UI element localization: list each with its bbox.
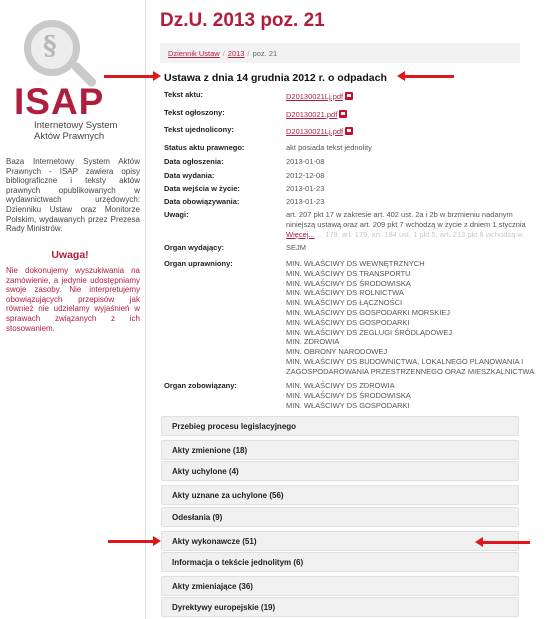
panel-informacja-o-tekscie[interactable]: Informacja o tekście jednolitym (6) <box>161 552 519 572</box>
list-item: MIN. WŁAŚCIWY DS GOSPODARKI <box>286 317 410 327</box>
logo-subtitle <box>34 120 117 142</box>
link-tekst-aktu-pdf[interactable]: D20130021Lj.pdf <box>286 92 344 101</box>
list-item: MIN. OBRONY NARODOWEJ <box>286 347 388 357</box>
warning-text: Nie dokonujemy wyszukiwania na zamówienie, a jedynie udostępniamy swoje zasoby. Nie interpretujemy obowiązujących przepisów jak również nie udzielamy wyjaśnień w sprawach związanych z ich stosowaniem. <box>6 266 140 333</box>
list-item: MIN. WŁAŚCIWY DS TRANSPORTU <box>286 268 411 278</box>
uwagi-faded-text: ... 179, art. 179, art. 184 ust. 1 pkt 5, art. 213 pkt 8 wchodzą w <box>316 229 523 239</box>
pdf-icon[interactable] <box>339 110 347 118</box>
breadcrumb-separator: / <box>222 49 225 58</box>
label-organ-wydajacy: Organ wydający: <box>164 243 225 252</box>
annotation-arrow-right <box>104 75 154 78</box>
logo-subtitle-line1: Internetowy System <box>34 120 118 131</box>
panel-dyrektywy-europejskie[interactable]: Dyrektywy europejskie (19) <box>161 597 519 617</box>
uwagi-line: niniejszą ustawą oraz art. 209 pkt 7 wchodzą w życie z dniem 1 stycznia <box>286 219 526 229</box>
panel-akty-zmieniajace[interactable]: Akty zmieniające (36) <box>161 576 519 596</box>
annotation-arrow-left <box>482 541 530 544</box>
logo-subtitle-line2: Aktów Prawnych <box>34 131 105 142</box>
list-item: ZAGOSPODAROWANIA PRZESTRZENNEGO ORAZ MIESZKALNICTWA <box>286 366 535 376</box>
label-data-ogloszenia: Data ogłoszenia: <box>164 157 224 166</box>
label-data-wydania: Data wydania: <box>164 171 215 180</box>
list-item: MIN. WŁAŚCIWY DS ŚRODOWISKA <box>286 390 411 400</box>
panel-akty-wykonawcze[interactable]: Akty wykonawcze (51) <box>161 531 519 551</box>
list-organ-zobowiazany <box>286 381 556 410</box>
label-tekst-aktu: Tekst aktu: <box>164 90 204 99</box>
value-tekst-ujednolicony <box>286 127 556 137</box>
list-item: MIN. WŁAŚCIWY DS GOSPODARKI <box>286 400 410 410</box>
label-status: Status aktu prawnego: <box>164 143 245 152</box>
pdf-icon[interactable] <box>345 127 353 135</box>
list-item: MIN. WŁAŚCIWY DS GOSPODARKI MORSKIEJ <box>286 307 451 317</box>
label-data-obowiazywania: Data obowiązywania: <box>164 197 240 206</box>
section-sign-icon: § <box>43 31 57 61</box>
logo-brand: ISAP <box>14 81 105 122</box>
list-item: MIN. WŁAŚCIWY DS ŁĄCZNOŚCI <box>286 298 403 308</box>
sidebar-description: Baza Internetowy System Aktów Prawnych - ISAP zawiera opisy bibliograficzne i teksty aktów prawnych opublikowanych w wydawnictwach urzędowych: Dzienniku Ustaw oraz Monitorze Polskim, wydawanych przez Prezesa Rady Ministrów. <box>6 157 140 234</box>
list-item: MIN. WŁAŚCIWY DS BUDOWNICTWA, LOKALNEGO PLANOWANIA I <box>286 356 524 366</box>
label-organ-uprawniony: Organ uprawniony: <box>164 259 233 268</box>
warning-title: Uwaga! <box>51 249 89 261</box>
uwagi-line: art. 207 pkt 17 w zakresie art. 402 ust. 2a i 2b w brzmieniu nadanym <box>286 210 513 219</box>
breadcrumb-dziennik-ustaw[interactable]: Dziennik Ustaw <box>168 49 220 58</box>
value-data-obowiazywania: 2013-01-23 <box>286 197 325 206</box>
list-item: MIN. WŁAŚCIWY DS WEWNĘTRZNYCH <box>286 259 425 268</box>
value-status: akt posiada tekst jednolity <box>286 143 372 152</box>
panel-akty-zmienione[interactable]: Akty zmienione (18) <box>161 440 519 460</box>
main-content <box>160 0 557 619</box>
breadcrumb-year[interactable]: 2013 <box>227 49 245 58</box>
value-organ-wydajacy: SEJM <box>286 243 307 252</box>
panel-akty-uznane-za-uchylone[interactable]: Akty uznane za uchylone (56) <box>161 485 519 505</box>
value-data-ogloszenia: 2013-01-08 <box>286 157 325 166</box>
value-uwagi <box>286 210 556 239</box>
document-title: Ustawa z dnia 14 grudnia 2012 r. o odpadach <box>164 72 387 84</box>
list-item: MIN. WŁAŚCIWY DS ZDROWIA <box>286 381 395 390</box>
panel-odeslania[interactable]: Odesłania (9) <box>161 507 519 527</box>
list-organ-uprawniony <box>286 259 556 377</box>
link-tekst-ogloszony-pdf[interactable]: D20130021.pdf <box>286 110 338 119</box>
value-data-wejscia: 2013-01-23 <box>286 184 325 193</box>
label-tekst-ogloszony: Tekst ogłoszony: <box>164 108 225 117</box>
list-item: MIN. WŁAŚCIWY DS ROLNICTWA <box>286 288 404 298</box>
breadcrumb <box>160 43 520 63</box>
label-organ-zobowiazany: Organ zobowiązany: <box>164 381 237 390</box>
uwagi-line <box>286 230 556 240</box>
label-tekst-ujednolicony: Tekst ujednolicony: <box>164 125 234 134</box>
breadcrumb-current: poz. 21 <box>252 49 278 58</box>
panel-akty-uchylone[interactable]: Akty uchylone (4) <box>161 461 519 481</box>
annotation-arrow-right <box>108 540 154 543</box>
annotation-arrow-left <box>404 75 454 78</box>
value-tekst-ogloszony <box>286 110 556 120</box>
list-item: MIN. WŁAŚCIWY DS ŻEGLUGI ŚRÓDLĄDOWEJ <box>286 327 453 337</box>
page-title: Dz.U. 2013 poz. 21 <box>160 10 325 31</box>
isap-logo[interactable] <box>14 18 126 142</box>
list-item: MIN. WŁAŚCIWY DS ŚRODOWISKA <box>286 278 411 288</box>
label-data-wejscia: Data wejścia w życie: <box>164 184 240 193</box>
pdf-icon[interactable] <box>345 92 353 100</box>
breadcrumb-separator: / <box>247 49 250 58</box>
sidebar <box>0 0 146 619</box>
uwagi-more-link[interactable]: Więcej... <box>286 229 315 239</box>
label-uwagi: Uwagi: <box>164 210 189 219</box>
value-tekst-aktu <box>286 92 556 102</box>
value-data-wydania: 2012-12-08 <box>286 171 325 180</box>
list-item: MIN. ZDROWIA <box>286 337 340 347</box>
panel-przebieg-procesu[interactable]: Przebieg procesu legislacyjnego <box>161 416 519 436</box>
link-tekst-ujednolicony-pdf[interactable]: D20130021Lj.pdf <box>286 127 344 136</box>
